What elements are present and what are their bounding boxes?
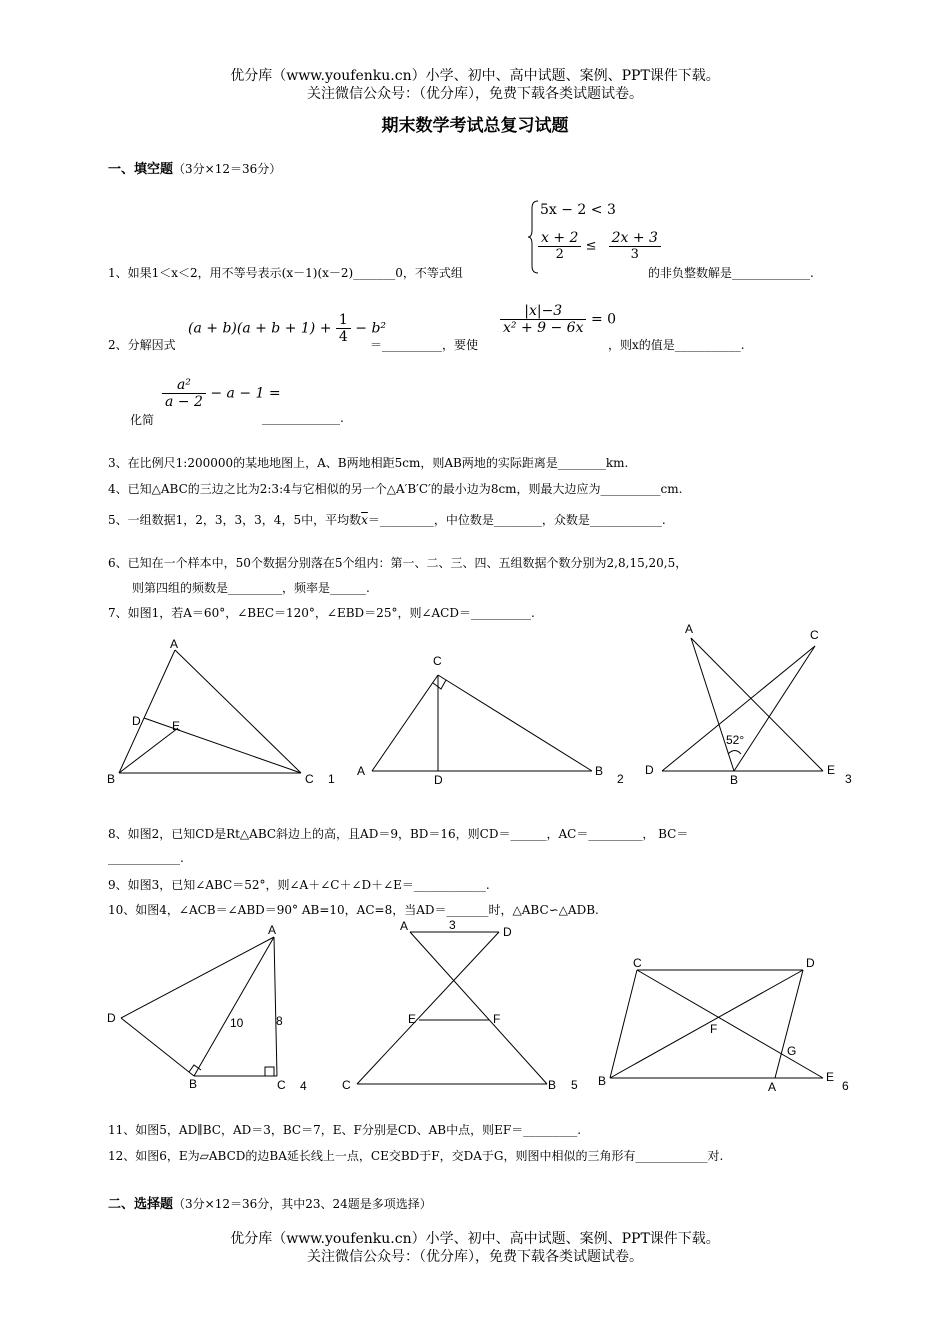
fig4-label-a: A	[268, 923, 277, 937]
factor-fraction-num: 1	[336, 312, 351, 329]
question-11: 11、如图5，AD∥BC，AD＝3，BC＝7，E、F分别是CD、AB中点，则EF＝_________.	[108, 1123, 582, 1137]
fig6-label-d: D	[806, 956, 815, 970]
fig4-length-10: 10	[230, 1016, 244, 1030]
fraction-2-den: 3	[630, 247, 639, 262]
simplify-fraction	[162, 377, 206, 410]
fig5-label-c: C	[342, 1078, 351, 1092]
figures-row-1	[0, 620, 950, 790]
figure-5	[357, 932, 547, 1084]
section-2-note: （3分×12＝36分，其中23、24题是多项选择）	[173, 1197, 432, 1211]
question-8-line-2: ____________.	[108, 851, 184, 865]
question-10: 10、如图4，∠ACB＝∠ABD＝90° AB=10，AC=8，当AD＝_______时，△ABC∽△ADB.	[108, 903, 599, 917]
fig6-label-a: A	[768, 1080, 777, 1094]
fig4-number: 4	[300, 1079, 307, 1093]
fig2-number: 2	[617, 772, 624, 786]
fig6-label-b: B	[598, 1074, 607, 1088]
fig4-length-8: 8	[276, 1014, 283, 1028]
factor-expr-main: (a + b)(a + b + 1) +	[188, 320, 332, 337]
figure-1	[119, 650, 301, 773]
fig5-label-d: D	[503, 925, 512, 939]
figure-4	[121, 937, 277, 1076]
fig1-label-a: A	[170, 637, 179, 651]
header-line-1: 优分库（www.youfenku.cn）小学、初中、高中试题、案例、PPT课件下载。	[230, 68, 720, 84]
fig3-label-a: A	[685, 622, 694, 636]
question-5-post: ＝_________，中位数是________，众数是____________.	[367, 513, 666, 527]
fig3-label-c: C	[810, 628, 819, 642]
footer-line-1: 优分库（www.youfenku.cn）小学、初中、高中试题、案例、PPT课件下载。	[230, 1231, 720, 1247]
fig4-label-b: B	[189, 1077, 198, 1091]
fig5-label-f: F	[493, 1012, 501, 1026]
figure-3	[662, 638, 823, 771]
fig1-label-c: C	[305, 772, 314, 786]
fig3-angle: 52°	[726, 733, 745, 747]
fig5-label-e: E	[408, 1012, 417, 1026]
fig1-label-b: B	[107, 772, 116, 786]
section-2-heading	[108, 1193, 432, 1212]
header-line-2: 关注微信公众号：（优分库），免费下载各类试题试卷。	[307, 86, 643, 102]
question-2-blank: ＝__________，要使	[370, 338, 479, 352]
fig3-label-b: B	[730, 773, 739, 787]
figures-row-2	[0, 915, 950, 1100]
fraction-2	[609, 230, 661, 262]
question-1-tail: 的非负整数解是_____________.	[648, 266, 814, 280]
fig5-number: 5	[571, 1078, 578, 1092]
question-4: 4、已知△ABC的三边之比为2:3:4与它相似的另一个△A′B′C′的最小边为8cm，则最大边应为__________cm.	[108, 482, 683, 496]
question-1-text: 1、如果1＜x＜2，用不等号表示(x－1)(x－2)_______0，不等式组	[108, 266, 463, 280]
simplify-rest: − a − 1 =	[210, 385, 281, 402]
fraction-2-num: 2x + 3	[609, 230, 661, 247]
question-6-line-1: 6、已知在一个样本中，50个数据分别落在5个组内：第一、二、三、四、五组数据个数分别为2,8,15,20,5，	[108, 556, 688, 570]
section-1-note: （3分×12＝36分）	[173, 162, 282, 176]
fig2-label-d: D	[434, 773, 443, 787]
fig1-label-e: E	[172, 719, 181, 733]
abs-fraction	[500, 303, 586, 336]
question-12: 12、如图6，E为▱ABCD的边BA延长线上一点，CE交BD于F，交DA于G，则图中相似的三角形有____________对.	[108, 1149, 724, 1163]
simplify-expression	[162, 377, 281, 410]
fig5-length-3: 3	[449, 918, 456, 932]
fig6-label-f: F	[710, 1022, 718, 1036]
abs-fraction-num: |x|−3	[500, 303, 586, 320]
footer-line-2: 关注微信公众号：（优分库），免费下载各类试题试卷。	[307, 1249, 643, 1265]
factor-fraction-den: 4	[338, 329, 348, 345]
factor-expr-tail: − b²	[355, 320, 387, 337]
fig6-label-c: C	[633, 956, 642, 970]
absolute-equation	[500, 303, 616, 336]
question-6-line-2: 则第四组的频数是_________，频率是______.	[132, 581, 370, 595]
fig5-label-b: B	[548, 1078, 557, 1092]
fig5-label-a: A	[400, 919, 409, 933]
section-1-heading	[108, 158, 281, 177]
abs-fraction-den: x² + 9 − 6x	[503, 320, 584, 336]
question-5	[108, 511, 666, 528]
simplify-label: 化简	[130, 413, 155, 427]
question-9: 9、如图3，已知∠ABC＝52°，则∠A＋∠C＋∠D＋∠E＝____________.	[108, 878, 490, 892]
fig3-number: 3	[845, 772, 852, 786]
abs-equation-rhs: = 0	[590, 311, 617, 328]
factor-expression	[188, 312, 386, 345]
fig6-label-g: G	[787, 1044, 797, 1058]
fig2-label-a: A	[357, 764, 366, 778]
question-3: 3、在比例尺1:200000的某地地图上，A、B两地相距5cm，则AB两地的实际距离是________km.	[108, 456, 629, 470]
mean-symbol: $\overline{x}$	[361, 513, 368, 527]
fig4-label-c: C	[277, 1078, 286, 1092]
fraction-1	[538, 230, 581, 262]
question-2-label: 2、分解因式	[108, 338, 176, 352]
simplify-fraction-den: a − 2	[165, 394, 203, 410]
fig2-label-b: B	[595, 764, 604, 778]
fig4-label-d: D	[107, 1011, 116, 1025]
question-7: 7、如图1，若A＝60°，∠BEC＝120°，∠EBD＝25°，则∠ACD＝__________.	[108, 606, 535, 620]
fig6-label-e: E	[826, 1070, 835, 1084]
question-2-tail: ，则x的值是___________.	[608, 338, 745, 352]
inequality-1: 5x − 2 < 3	[540, 202, 616, 218]
simplify-fraction-num: a²	[162, 377, 206, 394]
page-title: 期末数学考试总复习试题	[381, 116, 569, 136]
figure-2	[372, 675, 592, 771]
inequality-2	[538, 230, 661, 262]
section-2-title: 二、选择题	[108, 1197, 174, 1212]
section-1-title: 一、填空题	[108, 162, 174, 177]
question-8-line-1: 8、如图2，已知CD是Rt△ABC斜边上的高，且AD＝9，BD＝16，则CD＝______，AC＝_________， BC＝	[108, 827, 689, 841]
factor-fraction	[336, 312, 351, 345]
fig1-number: 1	[328, 772, 335, 786]
question-5-pre: 5、一组数据1，2，3，3，3，4，5中，平均数	[108, 513, 362, 527]
fig3-label-d: D	[645, 763, 654, 777]
fig3-label-e: E	[827, 763, 836, 777]
fig2-label-c: C	[433, 654, 442, 668]
fraction-1-num: x + 2	[538, 230, 581, 247]
fig1-label-d: D	[132, 714, 141, 728]
leq-sign: ≤	[585, 238, 597, 254]
fraction-1-den: 2	[555, 247, 564, 262]
simplify-blank: _____________.	[262, 411, 344, 425]
fig6-number: 6	[842, 1079, 849, 1093]
